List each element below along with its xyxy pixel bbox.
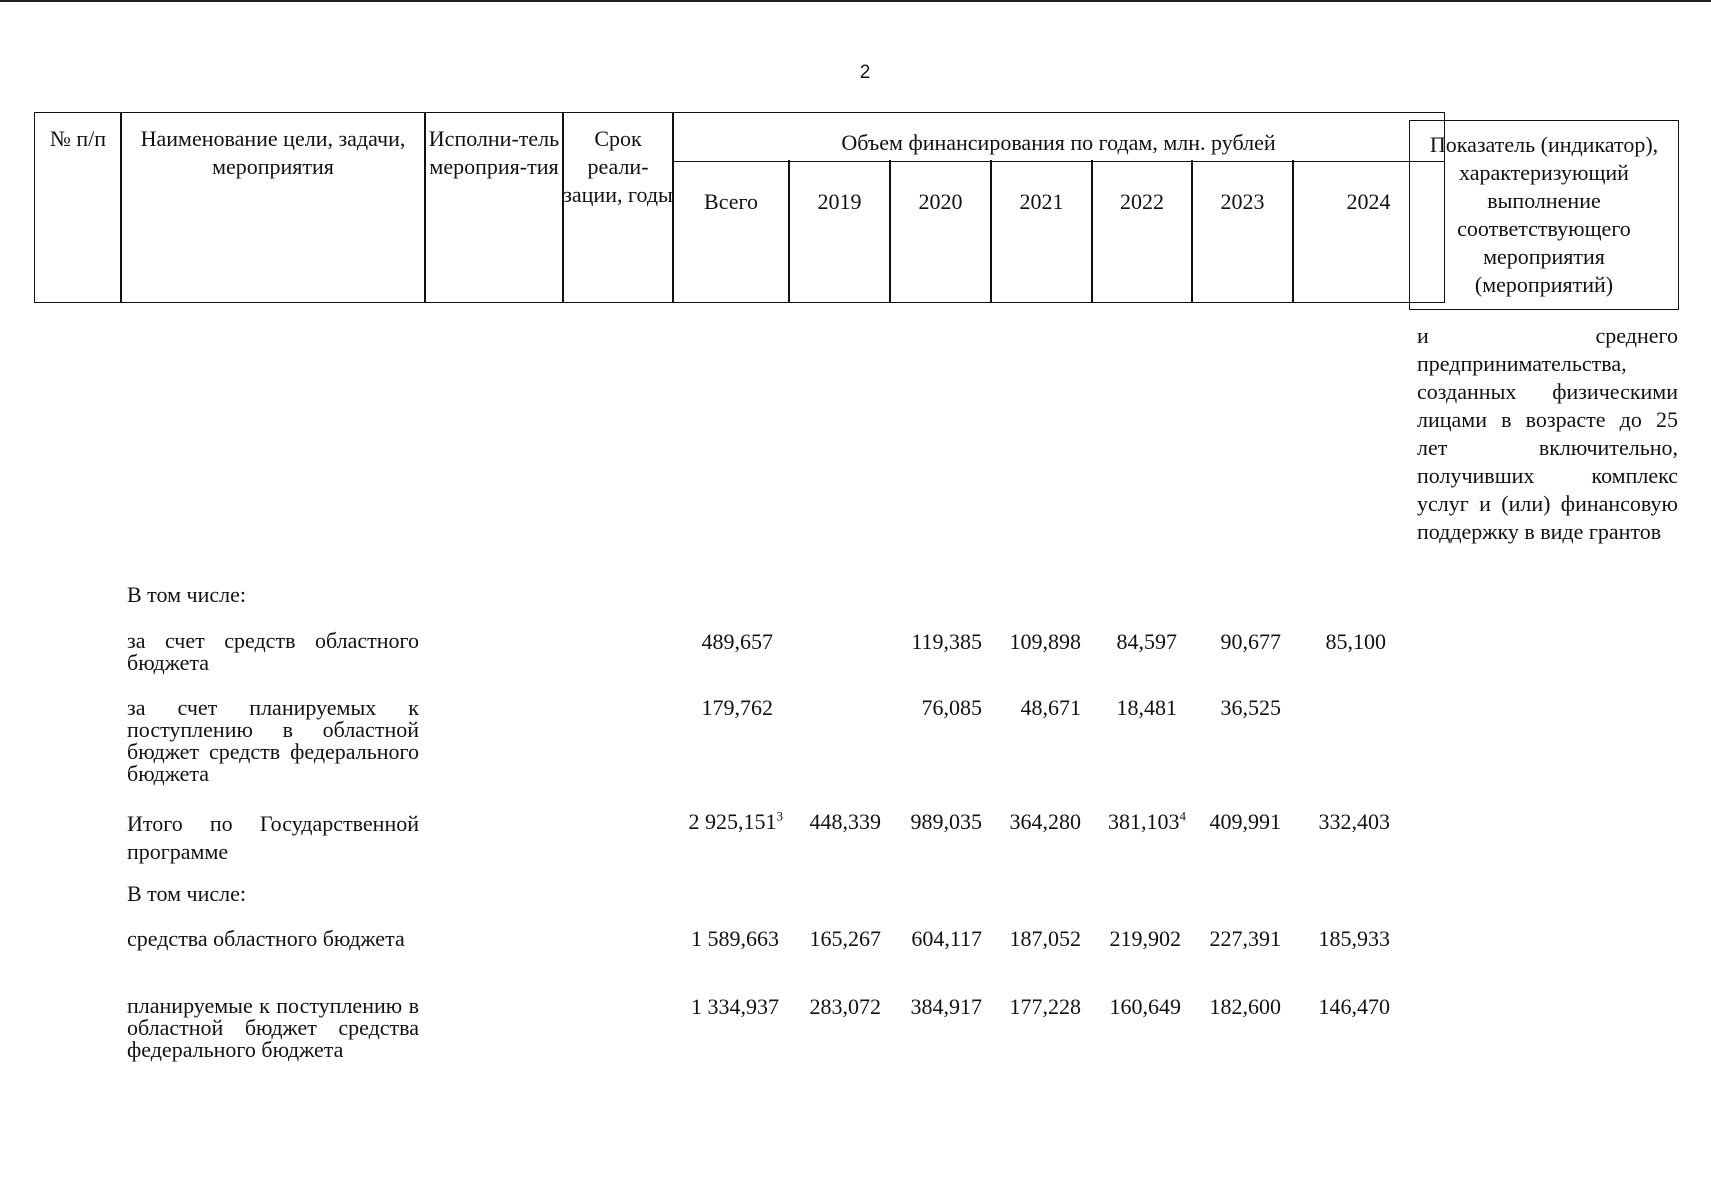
row-label-federal-funds: планируемые к поступлению в областной бюджет средства федерального бюджета — [127, 993, 419, 1062]
cell-2022: 18,481 — [1116, 695, 1177, 720]
indicator-continuation: и среднего предпринимательства, созданных физическими лицами в возрасте до 25 лет включительно, получивших комплекс услуг и (или) финансовую поддержку в виде грантов — [1417, 323, 1678, 544]
header-name: Наименование цели, задачи, мероприятия — [120, 112, 426, 303]
footnote-mark: 3 — [776, 808, 783, 824]
page-top-edge — [0, 0, 1711, 2]
header-term: Срок реали-зации, годы — [562, 112, 674, 303]
row-label-regional-funds: средства областного бюджета — [127, 926, 405, 951]
cell-2023: 182,600 — [1209, 994, 1281, 1019]
cell-2020: 604,117 — [911, 926, 982, 951]
cell-2021: 48,671 — [1020, 695, 1081, 720]
header-year-2024: 2024 — [1292, 160, 1445, 303]
footnote-mark: 4 — [1179, 808, 1186, 824]
header-year-2021: 2021 — [990, 160, 1093, 303]
page-number: 2 — [859, 62, 871, 83]
cell-2019: 283,072 — [809, 994, 881, 1019]
row-label-regional-budget: за счет средств областного бюджета — [127, 628, 419, 675]
cell-2019: 448,339 — [809, 809, 881, 834]
cell-total: 489,657 — [701, 629, 773, 654]
cell-2024: 185,933 — [1318, 926, 1390, 951]
cell-2023: 36,525 — [1220, 695, 1281, 720]
cell-2021: 177,228 — [1009, 994, 1081, 1019]
row-label-program-total: Итого по Государственной программе — [127, 811, 419, 864]
row-label-subtotal-heading: В том числе: — [127, 881, 246, 906]
row-label-subtotal-heading: В том числе: — [127, 582, 246, 607]
cell-2021: 364,280 — [1009, 809, 1081, 834]
cell-2024: 332,403 — [1318, 809, 1390, 834]
row-label-federal-transfer: за счет планируемых к поступлению в областной бюджет средств федерального бюджета — [127, 695, 419, 786]
cell-2022: 381,103$^4$ — [1108, 808, 1186, 834]
cell-2020: 76,085 — [921, 695, 982, 720]
header-total: Всего — [672, 160, 790, 303]
header-funding: Объем финансирования по годам, млн. рублей — [672, 112, 1445, 162]
cell-2022: 219,902 — [1109, 926, 1181, 951]
cell-total: 1 334,937 — [691, 994, 779, 1019]
cell-2020: 384,917 — [910, 994, 982, 1019]
cell-2024: 85,100 — [1325, 629, 1386, 654]
cell-2021: 109,898 — [1009, 629, 1081, 654]
header-executor: Исполни-тель мероприя-тия — [424, 112, 564, 303]
cell-2023: 90,677 — [1220, 629, 1281, 654]
header-year-2023: 2023 — [1191, 160, 1294, 303]
cell-2022: 84,597 — [1116, 629, 1177, 654]
cell-2022: 160,649 — [1109, 994, 1181, 1019]
cell-total: 2 925,151$^3$ — [688, 808, 783, 834]
cell-2023: 227,391 — [1209, 926, 1281, 951]
cell-2023: 409,991 — [1209, 809, 1281, 834]
header-year-2019: 2019 — [788, 160, 891, 303]
header-indicator: Показатель (индикатор), характеризующий выполнение соответствующего мероприятия (мероприятий) — [1409, 120, 1679, 310]
cell-2019: 165,267 — [809, 926, 881, 951]
table-header — [34, 112, 1414, 303]
header-number: № п/п — [34, 112, 122, 303]
cell-2020: 119,385 — [911, 629, 982, 654]
cell-2024: 146,470 — [1318, 994, 1390, 1019]
cell-total: 1 589,663 — [691, 926, 779, 951]
cell-2020: 989,035 — [910, 809, 982, 834]
cell-total: 179,762 — [701, 695, 773, 720]
cell-2021: 187,052 — [1009, 926, 1081, 951]
header-year-2022: 2022 — [1091, 160, 1193, 303]
header-year-2020: 2020 — [889, 160, 992, 303]
